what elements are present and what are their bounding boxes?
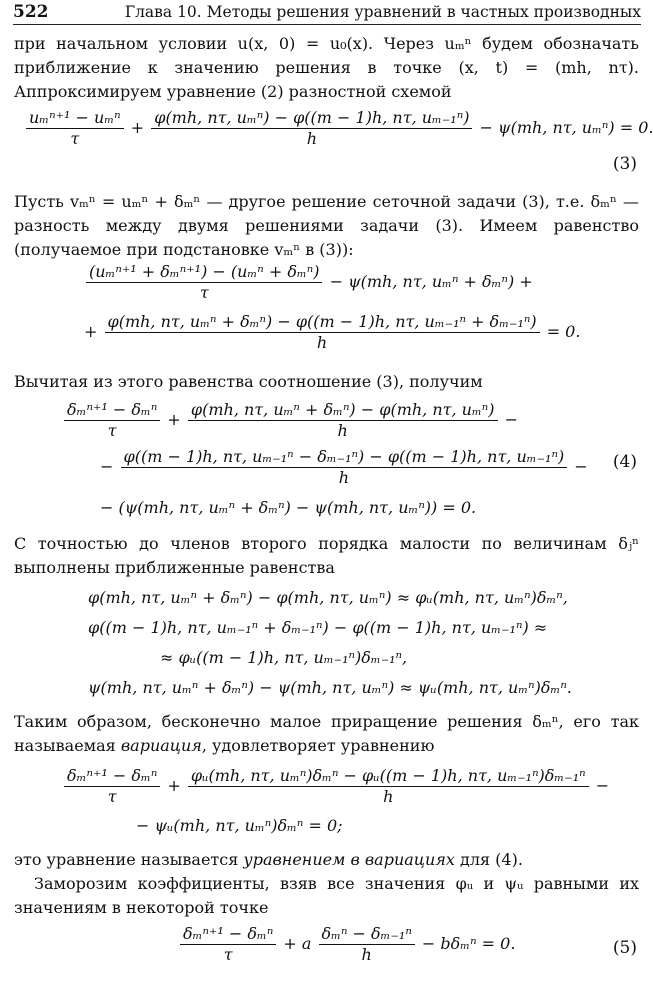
variation-term: вариация <box>120 736 202 755</box>
equation-5 <box>0 924 653 984</box>
paragraph-subtracting: Вычитая из этого равенства соотношение (3), получим <box>14 372 483 391</box>
fraction-numerator: (uₘⁿ⁺¹ + δₘⁿ⁺¹) − (uₘⁿ + δₘⁿ) <box>86 262 322 283</box>
variation-text-b: , удовлетворяет уравнению <box>201 736 435 755</box>
fraction-denominator: h <box>361 945 372 964</box>
fraction-denominator: h <box>338 468 349 487</box>
plus-sign: + <box>167 776 181 795</box>
approx-line-3: ≈ φᵤ((m − 1)h, nτ, uₘ₋₁ⁿ)δₘ₋₁ⁿ, <box>160 648 408 667</box>
paragraph-second-order: С точностью до членов второго порядка малости по величинам δⱼⁿ выполнены приближенные равенства <box>14 534 639 577</box>
line-tail: − <box>504 410 519 429</box>
paragraph-equation-in-variations <box>14 848 639 872</box>
fraction-numerator: δₘⁿ⁺¹ − δₘⁿ <box>180 924 276 945</box>
fraction-space-difference <box>105 312 540 353</box>
equation-tail: − bδₘⁿ = 0. <box>421 934 516 953</box>
variations-text-b: для (4). <box>454 850 523 869</box>
equation-4-line-2 <box>100 447 588 488</box>
fraction-denominator: h <box>337 421 348 440</box>
fraction-time-difference <box>180 924 276 965</box>
variation-text-a: Таким образом, бесконечно малое приращение решения δₘⁿ, его так называемая <box>14 712 639 755</box>
plus-sign: + <box>130 118 145 137</box>
paragraph-variation <box>14 710 639 758</box>
equation-5-body <box>178 924 515 965</box>
fraction-numerator: δₘⁿ⁺¹ − δₘⁿ <box>64 766 160 787</box>
line-tail: − <box>595 776 610 795</box>
equation-4-line-3: − (ψ(mh, nτ, uₘⁿ + δₘⁿ) − ψ(mh, nτ, uₘⁿ)) = 0. <box>100 498 477 517</box>
equation-3 <box>0 108 653 178</box>
fraction-denominator: τ <box>107 421 117 440</box>
fraction-phi-difference <box>188 400 498 441</box>
fraction-denominator: τ <box>223 945 233 964</box>
variation-line-1 <box>62 766 609 807</box>
approx-line-4: ψ(mh, nτ, uₘⁿ + δₘⁿ) − ψ(mh, nτ, uₘⁿ) ≈ ψᵤ(mh, nτ, uₘⁿ)δₘⁿ. <box>88 678 572 697</box>
approximate-equalities <box>0 588 653 703</box>
freeze-text: Заморозим коэффициенты, взяв все значения φᵤ и ψᵤ равными их значениям в некоторой точке <box>14 874 640 917</box>
coefficient-a: + a <box>283 934 312 953</box>
fraction-time-difference <box>26 108 124 149</box>
fraction-phi-shifted-difference <box>121 447 568 488</box>
paragraph-perturbation: Пусть vₘⁿ = uₘⁿ + δₘⁿ — другое решение сеточной задачи (3), т.е. δₘⁿ — разность между двумя решениями задачи (3). Имеем равенство (получаемое при подстановке vₘⁿ в (3)): <box>14 192 639 259</box>
fraction-time-difference <box>64 400 160 441</box>
fraction-time-difference <box>64 766 160 807</box>
fraction-numerator: φ((m − 1)h, nτ, uₘ₋₁ⁿ − δₘ₋₁ⁿ) − φ((m − 1)h, nτ, uₘ₋₁ⁿ) <box>121 447 568 468</box>
line-tail: = 0. <box>546 322 581 341</box>
equation-substitution <box>0 262 653 362</box>
fraction-denominator: τ <box>199 283 209 302</box>
fraction-numerator: δₘⁿ⁺¹ − δₘⁿ <box>64 400 160 421</box>
fraction-denominator: h <box>383 787 394 806</box>
line-tail: − ψ(mh, nτ, uₘⁿ + δₘⁿ) + <box>329 272 533 291</box>
fraction-denominator: h <box>316 333 328 352</box>
equation-4 <box>0 400 653 525</box>
variation-line-2: − ψᵤ(mh, nτ, uₘⁿ)δₘⁿ = 0; <box>136 816 343 835</box>
fraction-denominator: τ <box>107 787 117 806</box>
fraction-numerator: φᵤ(mh, nτ, uₘⁿ)δₘⁿ − φᵤ((m − 1)h, nτ, uₘ₋₁ⁿ)δₘ₋₁ⁿ <box>188 766 589 787</box>
fraction-denominator: τ <box>70 129 80 148</box>
fraction-numerator: φ(mh, nτ, uₘⁿ) − φ((m − 1)h, nτ, uₘ₋₁ⁿ) <box>151 108 472 129</box>
equation-number-5: (5) <box>612 938 637 958</box>
equation-number-4: (4) <box>612 452 637 472</box>
approx-line-1: φ(mh, nτ, uₘⁿ + δₘⁿ) − φ(mh, nτ, uₘⁿ) ≈ φᵤ(mh, nτ, uₘⁿ)δₘⁿ, <box>88 588 568 607</box>
fraction-space-difference <box>319 924 415 965</box>
equation-3-body <box>24 108 653 149</box>
paragraph-initial-condition: при начальном условии u(x, 0) = u₀(x). Через uₘⁿ будем обозначать приближение к значению решения в точке (x, t) = (mh, nτ). Аппроксимируем уравнение (2) разностной схемой <box>14 34 639 101</box>
fraction-numerator: δₘⁿ − δₘ₋₁ⁿ <box>319 924 415 945</box>
fraction-phi-u-difference <box>188 766 589 807</box>
chapter-title: Глава 10. Методы решения уравнений в частных производных <box>124 3 641 21</box>
equation-variation <box>0 766 653 846</box>
page-number: 522 <box>13 2 49 22</box>
plus-sign: + <box>167 410 181 429</box>
paragraph-freeze-coefficients <box>14 872 639 920</box>
header-rule <box>13 24 641 25</box>
fraction-numerator: φ(mh, nτ, uₘⁿ + δₘⁿ) − φ(mh, nτ, uₘⁿ) <box>188 400 498 421</box>
fraction-numerator: uₘⁿ⁺¹ − uₘⁿ <box>26 108 124 129</box>
variations-term: уравнением в вариациях <box>243 850 455 869</box>
substitution-line-1 <box>84 262 533 303</box>
fraction-space-difference <box>151 108 472 149</box>
approx-line-2: φ((m − 1)h, nτ, uₘ₋₁ⁿ + δₘ₋₁ⁿ) − φ((m − 1)h, nτ, uₘ₋₁ⁿ) ≈ <box>88 618 548 637</box>
fraction-time-difference <box>86 262 322 303</box>
page-header <box>0 0 653 26</box>
equation-tail: − ψ(mh, nτ, uₘⁿ) = 0. <box>479 118 653 137</box>
plus-sign: + <box>84 322 98 341</box>
substitution-line-2 <box>84 312 580 353</box>
line-tail: − <box>574 457 588 476</box>
variations-text-a: это уравнение называется <box>14 850 244 869</box>
fraction-denominator: h <box>306 129 317 148</box>
equation-4-line-1 <box>62 400 518 441</box>
minus-sign: − <box>100 457 114 476</box>
equation-number-3: (3) <box>612 154 637 174</box>
fraction-numerator: φ(mh, nτ, uₘⁿ + δₘⁿ) − φ((m − 1)h, nτ, uₘ₋₁ⁿ + δₘ₋₁ⁿ) <box>105 312 540 333</box>
